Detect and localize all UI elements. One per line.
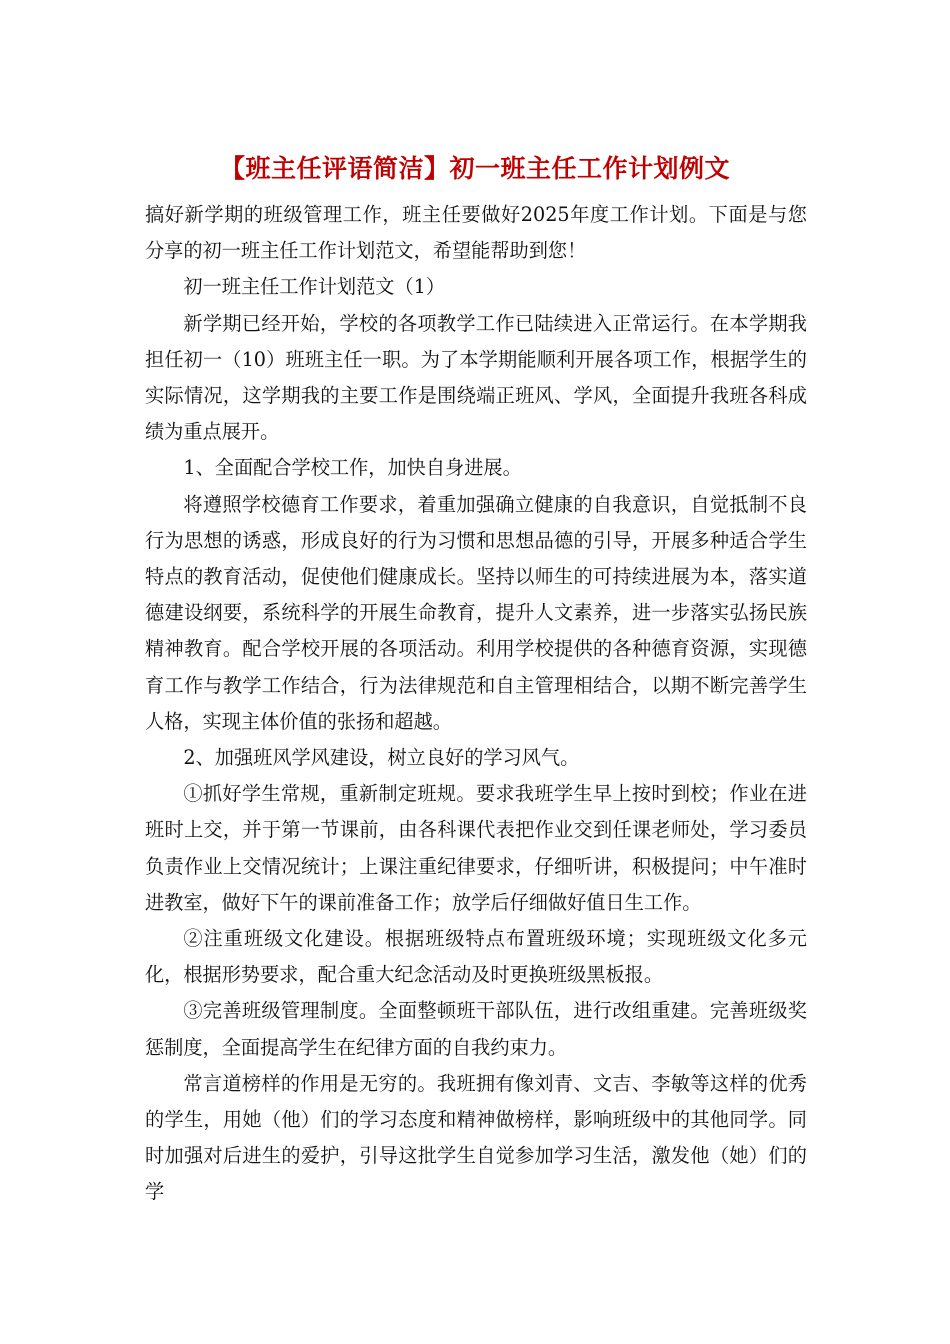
- paragraph-point-1-heading: 1、全面配合学校工作，加快自身进展。: [183, 456, 522, 480]
- paragraph-intro: 搞好新学期的班级管理工作，班主任要做好2025年度工作计划。下面是与您分享的初一班主任工作计划范文，希望能帮助到您！: [145, 203, 807, 263]
- paragraph-item-1: ①抓好学生常规，重新制定班规。要求我班学生早上按时到校；作业在进班时上交，并于第一节课前，由各科课代表把作业交到任课老师处，学习委员负责作业上交情况统计；上课注重纪律要求，仔细听讲，积极提问；中午准时进教室，做好下午的课前准备工作；放学后仔细做好值日生工作。: [145, 782, 807, 914]
- document-title: 【班主任评语简洁】初一班主任工作计划例文: [219, 154, 730, 183]
- paragraph-point-1-body: 将遵照学校德育工作要求，着重加强确立健康的自我意识，自觉抵制不良行为思想的诱惑，形成良好的行为习惯和思想品德的引导，开展多种适合学生特点的教育活动，促使他们健康成长。坚持以师生的可持续进展为本，落实道德建设纲要，系统科学的开展生命教育，提升人文素养，进一步落实弘扬民族精神教育。配合学校开展的各项活动。利用学校提供的各种德育资源，实现德育工作与教学工作结合，行为法律规范和自主管理相结合，以期不断完善学生人格，实现主体价值的张扬和超越。: [145, 492, 807, 733]
- paragraph-section-heading: 初一班主任工作计划范文（1）: [183, 275, 446, 299]
- paragraph-item-3: ③完善班级管理制度。全面整顿班干部队伍，进行改组重建。完善班级奖惩制度，全面提高学生在纪律方面的自我约束力。: [145, 999, 807, 1059]
- paragraph-point-2-heading: 2、加强班风学风建设，树立良好的学习风气。: [183, 746, 580, 770]
- paragraph-item-2: ②注重班级文化建设。根据班级特点布置班级环境；实现班级文化多元化，根据形势要求，配合重大纪念活动及时更换班级黑板报。: [145, 927, 807, 987]
- document-body: [145, 197, 807, 1211]
- paragraph-opening: 新学期已经开始，学校的各项教学工作已陆续进入正常运行。在本学期我担任初一（10）班班主任一职。为了本学期能顺利开展各项工作，根据学生的实际情况，这学期我的主要工作是围绕端正班风、学风，全面提升我班各科成绩为重点展开。: [145, 311, 807, 444]
- paragraph-role-models: 常言道榜样的作用是无穷的。我班拥有像刘青、文吉、李敏等这样的优秀的学生，用她（他）们的学习态度和精神做榜样，影响班级中的其他同学。同时加强对后进生的爱护，引导这批学生自觉参加学习生活，激发他（她）们的学: [145, 1071, 807, 1204]
